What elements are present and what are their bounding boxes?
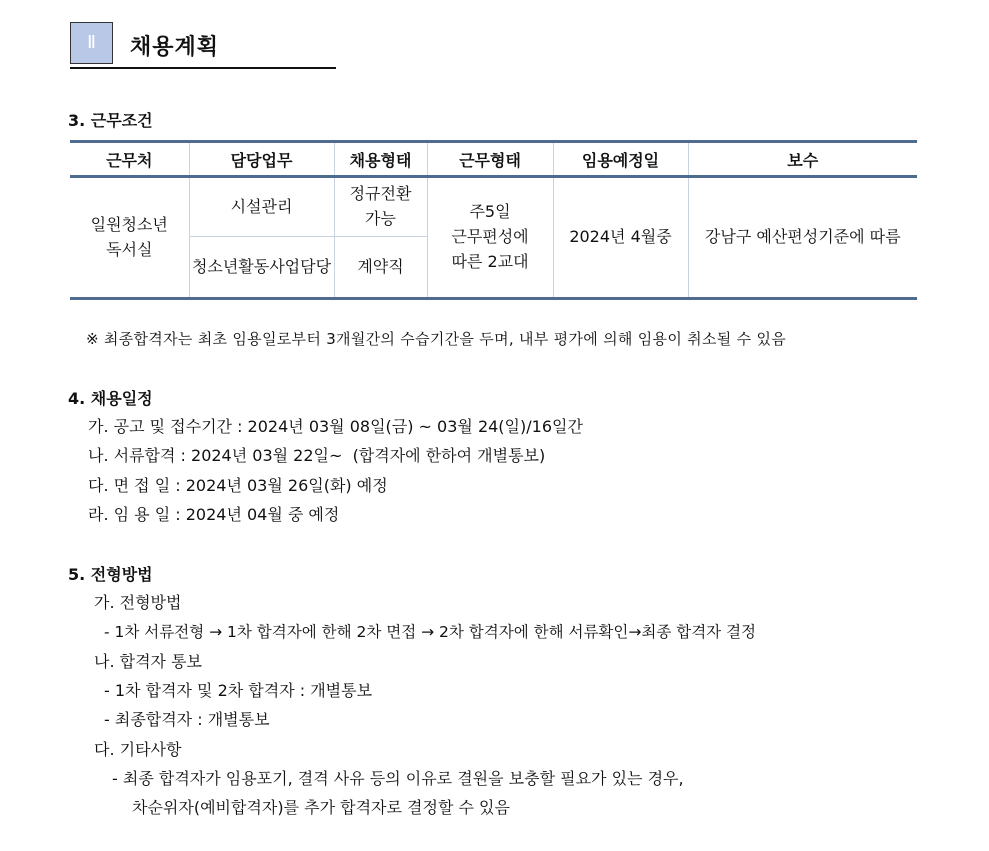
probation-note: ※ 최종합격자는 최초 임용일로부터 3개월간의 수습기간을 두며, 내부 평가에 의해 임용이 취소될 수 있음 xyxy=(86,330,787,348)
schedule-item: 라. 임 용 일 : 2024년 04월 중 예정 xyxy=(88,505,340,524)
subsection-title: 나. 합격자 통보 xyxy=(94,652,202,671)
schedule-item: 다. 면 접 일 : 2024년 03월 26일(화) 예정 xyxy=(88,476,388,495)
work-conditions-table xyxy=(70,140,917,300)
section-number-badge: Ⅱ xyxy=(70,22,113,64)
subsection-title: 다. 기타사항 xyxy=(94,740,182,759)
table-header-cell: 담당업무 xyxy=(189,142,334,177)
schedule-item: 가. 공고 및 접수기간 : 2024년 03월 08일(금) ~ 03월 24(일)/16일간 xyxy=(88,417,583,436)
page-title: 채용계획 xyxy=(130,35,220,60)
duty-cell: 시설관리 xyxy=(189,177,334,237)
table-header-cell: 임용예정일 xyxy=(553,142,688,177)
workplace-cell: 일원청소년 독서실 xyxy=(70,177,189,299)
section-4-title: 4. 채용일정 xyxy=(68,389,153,408)
section-header xyxy=(70,22,336,69)
section-3-title: 3. 근무조건 xyxy=(68,111,153,130)
table-header-cell: 보수 xyxy=(688,142,917,177)
employment-type-cell: 계약직 xyxy=(334,237,427,299)
table-header-cell: 채용형태 xyxy=(334,142,427,177)
employment-type-cell: 정규전환 가능 xyxy=(334,177,427,237)
other-note-line: 차순위자(예비합격자)를 추가 합격자로 결정할 수 있음 xyxy=(132,798,510,817)
table-header-cell: 근무처 xyxy=(70,142,189,177)
schedule-item: 나. 서류합격 : 2024년 03월 22일~ (합격자에 한하여 개별통보) xyxy=(88,446,546,465)
appointment-date-cell: 2024년 4월중 xyxy=(553,177,688,299)
table-row xyxy=(70,177,917,237)
selection-process-line: - 1차 서류전형 → 1차 합격자에 한해 2차 면접 → 2차 합격자에 한해 서류확인→최종 합격자 결정 xyxy=(104,623,757,641)
notification-line: - 1차 합격자 및 2차 합격자 : 개별통보 xyxy=(104,681,373,700)
table-header-cell: 근무형태 xyxy=(427,142,553,177)
notification-line: - 최종합격자 : 개별통보 xyxy=(104,710,270,729)
section-5-title: 5. 전형방법 xyxy=(68,565,153,584)
duty-cell: 청소년활동사업담당 xyxy=(189,237,334,299)
other-note-line: - 최종 합격자가 임용포기, 결격 사유 등의 이유로 결원을 보충할 필요가 있는 경우, xyxy=(112,769,684,788)
table-header-row xyxy=(70,142,917,177)
pay-cell: 강남구 예산편성기준에 따름 xyxy=(688,177,917,299)
work-form-cell: 주5일 근무편성에 따른 2교대 xyxy=(427,177,553,299)
subsection-title: 가. 전형방법 xyxy=(94,593,182,612)
